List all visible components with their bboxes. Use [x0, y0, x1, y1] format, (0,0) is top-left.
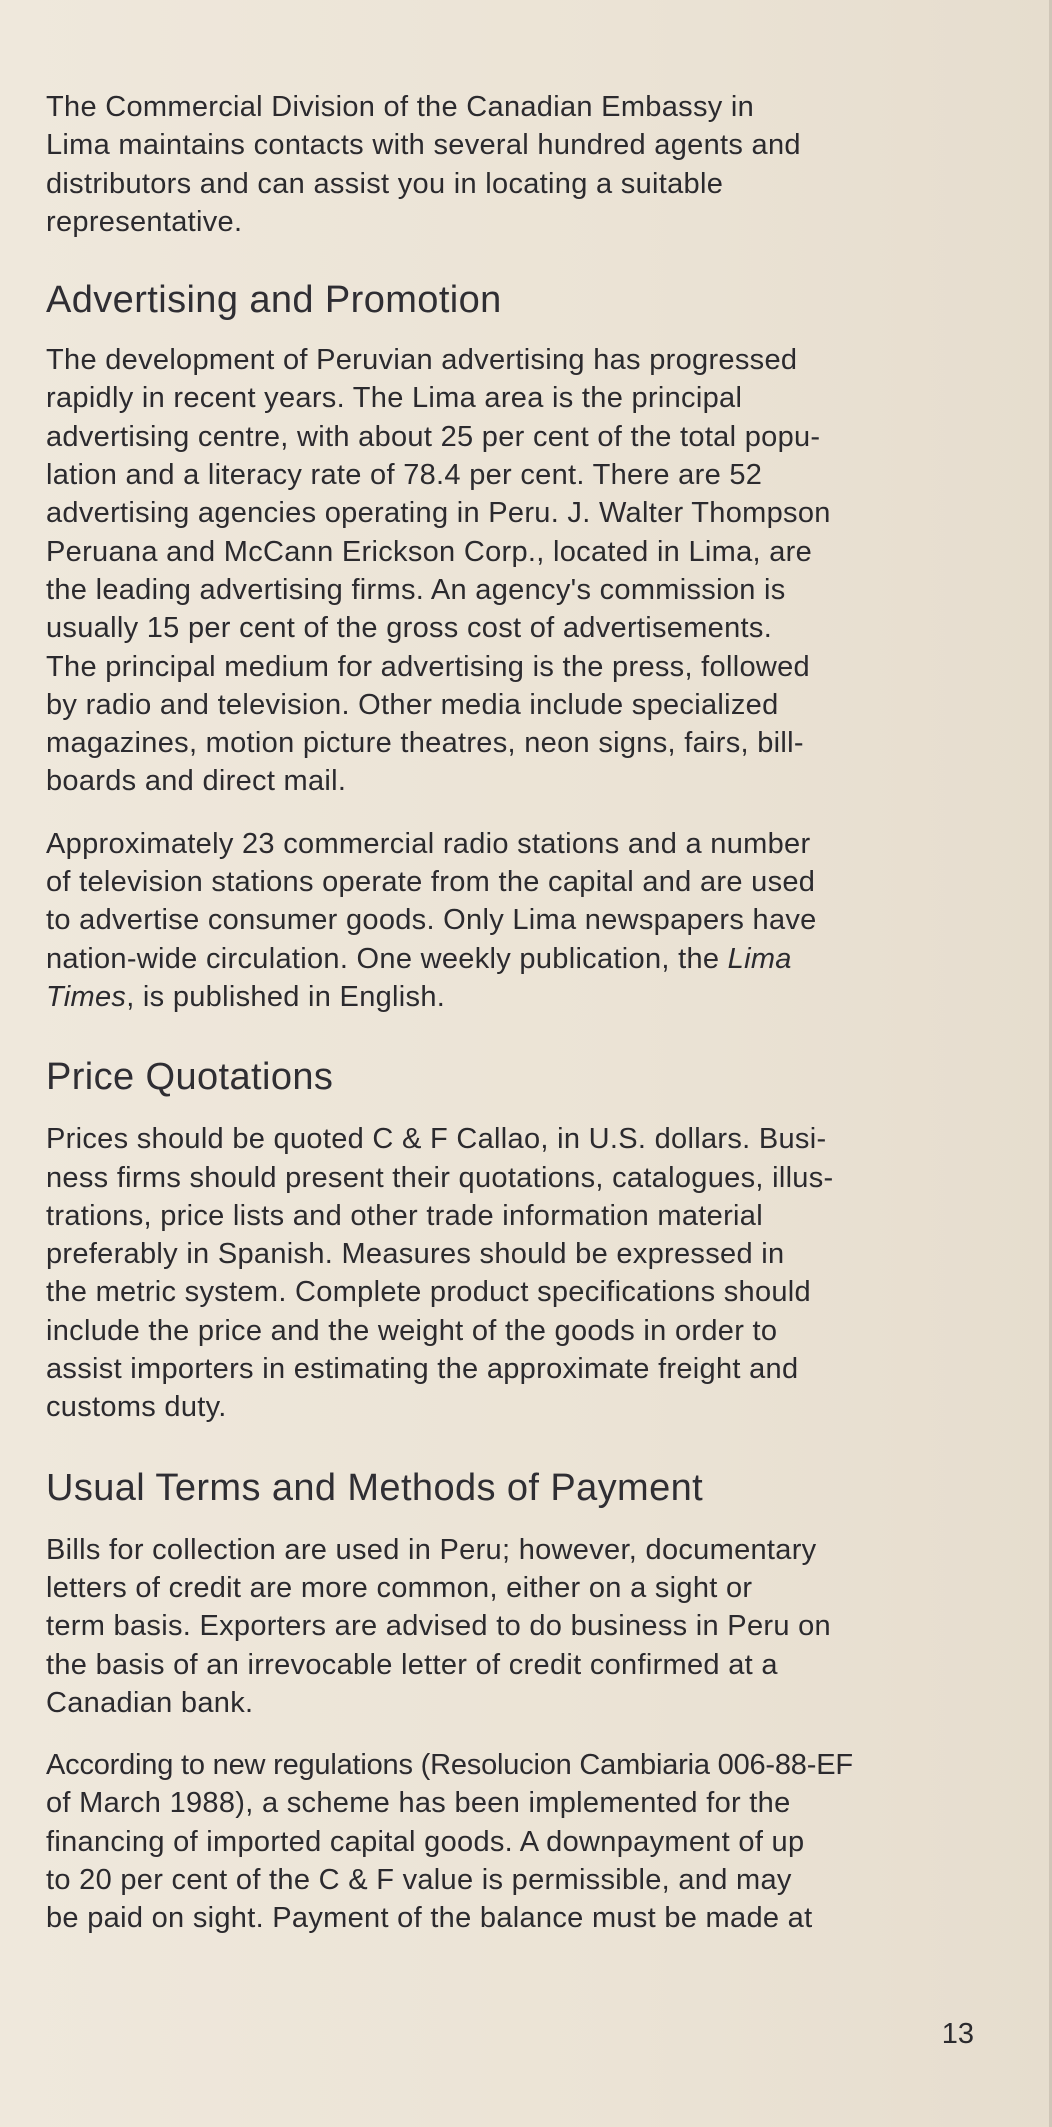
page-content: [46, 88, 986, 1938]
text-line: by radio and television. Other media include specialized: [46, 688, 779, 721]
text-line: representative.: [46, 205, 243, 238]
terms-paragraph-1: [46, 1531, 986, 1722]
text-line: magazines, motion picture theatres, neon signs, fairs, bill-: [46, 727, 804, 760]
intro-paragraph: [46, 88, 986, 241]
advertising-paragraph-1: [46, 341, 986, 801]
text-line: be paid on sight. Payment of the balance must be made at: [46, 1902, 813, 1935]
text-line: distributors and can assist you in locating a suitable: [46, 167, 724, 200]
text-line: The development of Peruvian advertising has progressed: [46, 344, 798, 377]
text-line: boards and direct mail.: [46, 765, 347, 798]
text-line: The principal medium for advertising is the press, followed: [46, 650, 810, 683]
text-line: include the price and the weight of the goods in order to: [46, 1314, 778, 1347]
text-line: the metric system. Complete product specifications should: [46, 1276, 811, 1309]
text-line: preferably in Spanish. Measures should be expressed in: [46, 1238, 785, 1271]
text-line: of March 1988), a scheme has been implemented for the: [46, 1787, 791, 1820]
page-number: 13: [941, 2018, 974, 2050]
text-line: term basis. Exporters are advised to do business in Peru on: [46, 1610, 831, 1643]
text-line: to advertise consumer goods. Only Lima newspapers have: [46, 904, 817, 937]
text-line: customs duty.: [46, 1391, 227, 1424]
text-line: [46, 978, 986, 1016]
text-line: According to new regulations (Resolucion Cambiaria 006-88-EF: [46, 1749, 853, 1782]
publication-name: Lima: [727, 942, 792, 975]
text-fragment: , is published in English.: [126, 980, 446, 1013]
section-heading-terms-of-payment: Usual Terms and Methods of Payment: [46, 1466, 704, 1509]
text-line: financing of imported capital goods. A downpayment of up: [46, 1825, 805, 1858]
text-line: of television stations operate from the capital and are used: [46, 866, 816, 899]
terms-paragraph-2: [46, 1746, 986, 1937]
text-line: trations, price lists and other trade information material: [46, 1199, 763, 1232]
text-line: the leading advertising firms. An agency's commission is: [46, 573, 786, 606]
text-line: Peruana and McCann Erickson Corp., located in Lima, are: [46, 535, 813, 568]
text-line: Approximately 23 commercial radio stations and a number: [46, 827, 811, 860]
text-line: assist importers in estimating the approximate freight and: [46, 1353, 799, 1386]
section-heading-price-quotations: Price Quotations: [46, 1056, 334, 1099]
advertising-paragraph-2: [46, 825, 986, 1016]
text-line: advertising centre, with about 25 per cent of the total popu-: [46, 420, 821, 453]
text-line: [46, 940, 986, 978]
text-line: to 20 per cent of the C & F value is permissible, and may: [46, 1863, 792, 1896]
text-line: Canadian bank.: [46, 1686, 254, 1719]
text-line: Bills for collection are used in Peru; however, documentary: [46, 1533, 817, 1566]
text-line: usually 15 per cent of the gross cost of advertisements.: [46, 612, 773, 645]
text-line: lation and a literacy rate of 78.4 per cent. There are 52: [46, 459, 763, 492]
text-fragment: nation-wide circulation. One weekly publication, the: [46, 942, 720, 975]
text-line: Prices should be quoted C & F Callao, in U.S. dollars. Busi-: [46, 1123, 827, 1156]
text-line: the basis of an irrevocable letter of credit confirmed at a: [46, 1648, 778, 1681]
text-line: advertising agencies operating in Peru. J. Walter Thompson: [46, 497, 831, 530]
text-line: letters of credit are more common, either on a sight or: [46, 1571, 753, 1604]
publication-name: Times: [46, 980, 127, 1013]
price-paragraph: [46, 1120, 986, 1426]
text-line: The Commercial Division of the Canadian Embassy in: [46, 91, 755, 123]
text-line: Lima maintains contacts with several hundred agents and: [46, 129, 801, 162]
section-heading-advertising: Advertising and Promotion: [46, 279, 502, 322]
text-line: rapidly in recent years. The Lima area is the principal: [46, 382, 743, 415]
text-line: ness firms should present their quotations, catalogues, illus-: [46, 1161, 834, 1194]
